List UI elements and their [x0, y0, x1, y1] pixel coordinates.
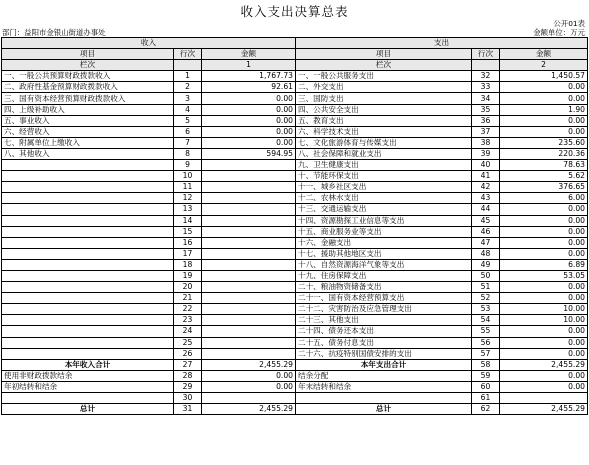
table-row — [2, 270, 588, 281]
income-amount: 1,767.73 — [202, 71, 296, 82]
expense-amount: 0.00 — [500, 226, 588, 237]
expense-item: 十六、金融支出 — [296, 237, 472, 248]
income-item: 五、事业收入 — [2, 115, 174, 126]
expense-grand-total-amount: 2,455.29 — [500, 404, 588, 415]
income-line: 28 — [174, 370, 202, 381]
income-item — [2, 326, 174, 337]
table-row — [2, 393, 588, 404]
income-amount — [202, 315, 296, 326]
expense-line: 52 — [472, 293, 500, 304]
expense-line: 34 — [472, 93, 500, 104]
expense-line: 61 — [472, 393, 500, 404]
expense-item: 十七、援助其他地区支出 — [296, 248, 472, 259]
expense-line: 59 — [472, 370, 500, 381]
expense-item: 三、国防支出 — [296, 93, 472, 104]
income-item — [2, 193, 174, 204]
expense-amount: 6.00 — [500, 193, 588, 204]
expense-line: 36 — [472, 115, 500, 126]
income-line: 18 — [174, 259, 202, 270]
income-line: 24 — [174, 326, 202, 337]
expense-item: 十二、农林水支出 — [296, 193, 472, 204]
expense-line: 48 — [472, 248, 500, 259]
table-row — [2, 226, 588, 237]
income-amount — [202, 304, 296, 315]
expense-amount: 0.00 — [500, 326, 588, 337]
income-line: 20 — [174, 282, 202, 293]
expense-line: 33 — [472, 82, 500, 93]
expense-amount: 10.00 — [500, 315, 588, 326]
income-total-line: 27 — [174, 359, 202, 370]
table-row — [2, 259, 588, 270]
income-col-index: 1 — [202, 60, 296, 71]
expense-amount-header: 金额 — [500, 49, 588, 60]
expense-item: 二十三、其他支出 — [296, 315, 472, 326]
income-item — [2, 171, 174, 182]
expense-item: 十四、资源勘探工业信息等支出 — [296, 215, 472, 226]
expense-item: 六、科学技术支出 — [296, 126, 472, 137]
table-row — [2, 160, 588, 171]
income-amount: 0.00 — [202, 370, 296, 381]
income-amount: 0.00 — [202, 137, 296, 148]
expense-amount: 0.00 — [500, 248, 588, 259]
income-amount — [202, 237, 296, 248]
income-item: 六、经营收入 — [2, 126, 174, 137]
table-row — [2, 237, 588, 248]
income-item: 三、国有资本经营预算财政拨款收入 — [2, 93, 174, 104]
expense-amount: 6.89 — [500, 259, 588, 270]
income-amount: 594.95 — [202, 148, 296, 159]
income-line: 25 — [174, 337, 202, 348]
expense-item: 结余分配 — [296, 370, 472, 381]
income-amount: 0.00 — [202, 381, 296, 392]
expense-item: 五、教育支出 — [296, 115, 472, 126]
expense-item: 十九、住房保障支出 — [296, 270, 472, 281]
expense-line: 38 — [472, 137, 500, 148]
table-row — [2, 204, 588, 215]
expense-item: 二十五、债务付息支出 — [296, 337, 472, 348]
expense-item: 四、公共安全支出 — [296, 104, 472, 115]
expense-amount: 5.62 — [500, 171, 588, 182]
table-row — [2, 82, 588, 93]
expense-amount: 0.00 — [500, 282, 588, 293]
expense-line: 32 — [472, 71, 500, 82]
income-item: 八、其他收入 — [2, 148, 174, 159]
income-line: 5 — [174, 115, 202, 126]
expense-item: 一、一般公共服务支出 — [296, 71, 472, 82]
expense-line: 57 — [472, 348, 500, 359]
income-amount-header: 金额 — [202, 49, 296, 60]
income-item — [2, 304, 174, 315]
income-line: 11 — [174, 182, 202, 193]
expense-item: 七、文化旅游体育与传媒支出 — [296, 137, 472, 148]
income-line: 7 — [174, 137, 202, 148]
income-line: 3 — [174, 93, 202, 104]
income-item: 七、附属单位上缴收入 — [2, 137, 174, 148]
income-total-label: 本年收入合计 — [2, 359, 174, 370]
income-item-header: 项目 — [2, 49, 174, 60]
expense-amount: 0.00 — [500, 126, 588, 137]
expense-item: 十一、城乡社区支出 — [296, 182, 472, 193]
expense-col-index: 2 — [500, 60, 588, 71]
income-line: 26 — [174, 348, 202, 359]
table-row — [2, 104, 588, 115]
table-row — [2, 126, 588, 137]
income-line: 19 — [174, 270, 202, 281]
income-line: 15 — [174, 226, 202, 237]
expense-item: 十八、自然资源海洋气象等支出 — [296, 259, 472, 270]
income-grand-total-label: 总计 — [2, 404, 174, 415]
expense-item-header: 项目 — [296, 49, 472, 60]
table-row — [2, 381, 588, 392]
income-line: 4 — [174, 104, 202, 115]
income-amount — [202, 226, 296, 237]
expense-section-header: 支出 — [296, 38, 588, 49]
table-row — [2, 215, 588, 226]
income-line: 10 — [174, 171, 202, 182]
expense-line: 43 — [472, 193, 500, 204]
table-row — [2, 171, 588, 182]
income-expense-table — [1, 37, 588, 415]
table-row — [2, 282, 588, 293]
expense-amount: 78.63 — [500, 160, 588, 171]
income-grand-total-amount: 2,455.29 — [202, 404, 296, 415]
income-amount — [202, 204, 296, 215]
income-amount — [202, 270, 296, 281]
table-row — [2, 348, 588, 359]
expense-line: 37 — [472, 126, 500, 137]
income-item: 使用非财政拨款结余 — [2, 370, 174, 381]
table-row — [2, 137, 588, 148]
income-amount — [202, 326, 296, 337]
expense-item: 二十四、债务还本支出 — [296, 326, 472, 337]
income-line: 16 — [174, 237, 202, 248]
table-row — [2, 315, 588, 326]
income-line: 6 — [174, 126, 202, 137]
income-amount — [202, 348, 296, 359]
expense-amount: 220.36 — [500, 148, 588, 159]
expense-amount: 376.65 — [500, 182, 588, 193]
expense-amount: 0.00 — [500, 115, 588, 126]
income-item — [2, 160, 174, 171]
table-row — [2, 326, 588, 337]
expense-item: 十、节能环保支出 — [296, 171, 472, 182]
expense-amount: 0.00 — [500, 93, 588, 104]
expense-amount: 0.00 — [500, 215, 588, 226]
expense-item: 十五、商业服务业等支出 — [296, 226, 472, 237]
income-amount — [202, 215, 296, 226]
table-row — [2, 93, 588, 104]
income-item — [2, 237, 174, 248]
table-row — [2, 148, 588, 159]
expense-amount: 0.00 — [500, 293, 588, 304]
expense-grand-total-label: 总计 — [296, 404, 472, 415]
expense-line: 41 — [472, 171, 500, 182]
expense-line: 40 — [472, 160, 500, 171]
expense-line: 42 — [472, 182, 500, 193]
expense-line: 53 — [472, 304, 500, 315]
table-row — [2, 71, 588, 82]
expense-item: 八、社会保障和就业支出 — [296, 148, 472, 159]
income-item — [2, 259, 174, 270]
expense-col-label: 栏次 — [296, 60, 472, 71]
income-amount — [202, 160, 296, 171]
expense-line: 49 — [472, 259, 500, 270]
income-item — [2, 182, 174, 193]
income-amount — [202, 182, 296, 193]
expense-line: 44 — [472, 204, 500, 215]
column-header-row — [2, 49, 588, 60]
income-item — [2, 315, 174, 326]
income-amount — [202, 337, 296, 348]
expense-item: 十三、交通运输支出 — [296, 204, 472, 215]
expense-grand-total-line: 62 — [472, 404, 500, 415]
expense-line: 47 — [472, 237, 500, 248]
income-amount — [202, 293, 296, 304]
income-item: 二、政府性基金预算财政拨款收入 — [2, 82, 174, 93]
income-line: 29 — [174, 381, 202, 392]
income-line: 8 — [174, 148, 202, 159]
income-line: 30 — [174, 393, 202, 404]
income-item: 年初结转和结余 — [2, 381, 174, 392]
expense-line: 35 — [472, 104, 500, 115]
income-item — [2, 226, 174, 237]
income-amount — [202, 248, 296, 259]
income-col-label: 栏次 — [2, 60, 174, 71]
income-line: 22 — [174, 304, 202, 315]
income-line: 17 — [174, 248, 202, 259]
income-line: 1 — [174, 71, 202, 82]
expense-item: 二十一、国有资本经营预算支出 — [296, 293, 472, 304]
income-amount — [202, 171, 296, 182]
expense-item: 九、卫生健康支出 — [296, 160, 472, 171]
table-row — [2, 370, 588, 381]
table-row — [2, 182, 588, 193]
income-item — [2, 204, 174, 215]
income-item — [2, 348, 174, 359]
income-grand-total-line: 31 — [174, 404, 202, 415]
expense-amount: 1.90 — [500, 104, 588, 115]
table-row — [2, 293, 588, 304]
income-line: 12 — [174, 193, 202, 204]
income-line: 9 — [174, 160, 202, 171]
expense-total-line: 58 — [472, 359, 500, 370]
income-line: 23 — [174, 315, 202, 326]
expense-amount: 0.00 — [500, 237, 588, 248]
income-item — [2, 293, 174, 304]
expense-amount: 53.05 — [500, 270, 588, 281]
income-line: 2 — [174, 82, 202, 93]
section-header-row — [2, 38, 588, 49]
expense-amount: 0.00 — [500, 348, 588, 359]
income-item: 一、一般公共预算财政拨款收入 — [2, 71, 174, 82]
expense-line-header: 行次 — [472, 49, 500, 60]
form-number: 公开01表 — [553, 19, 585, 28]
income-amount — [202, 282, 296, 293]
income-amount: 92.61 — [202, 82, 296, 93]
expense-amount: 10.00 — [500, 304, 588, 315]
table-row — [2, 248, 588, 259]
expense-item: 二、外交支出 — [296, 82, 472, 93]
expense-line: 39 — [472, 148, 500, 159]
income-line: 13 — [174, 204, 202, 215]
income-amount: 0.00 — [202, 93, 296, 104]
income-line: 21 — [174, 293, 202, 304]
income-section-header: 收入 — [2, 38, 296, 49]
income-amount — [202, 259, 296, 270]
expense-line: 45 — [472, 215, 500, 226]
report-title: 收入支出决算总表 — [240, 4, 349, 19]
income-line: 14 — [174, 215, 202, 226]
income-item — [2, 270, 174, 281]
expense-total-amount: 2,455.29 — [500, 359, 588, 370]
expense-item: 二十二、灾害防治及应急管理支出 — [296, 304, 472, 315]
table-row — [2, 115, 588, 126]
amount-unit-label: 金额单位：万元 — [533, 28, 585, 37]
grand-total-row — [2, 404, 588, 415]
expense-item: 二十、粮油物资储备支出 — [296, 282, 472, 293]
expense-line: 54 — [472, 315, 500, 326]
expense-line: 56 — [472, 337, 500, 348]
income-total-amount: 2,455.29 — [202, 359, 296, 370]
income-item — [2, 337, 174, 348]
department-label: 部门：益阳市金银山街道办事处 — [2, 28, 106, 37]
expense-total-label: 本年支出合计 — [296, 359, 472, 370]
expense-line: 60 — [472, 381, 500, 392]
expense-amount: 0.00 — [500, 381, 588, 392]
table-row — [2, 304, 588, 315]
expense-amount: 0.00 — [500, 370, 588, 381]
expense-amount: 0.00 — [500, 337, 588, 348]
income-amount: 0.00 — [202, 115, 296, 126]
expense-item: 二十六、抗疫特别国债安排的支出 — [296, 348, 472, 359]
income-amount — [202, 193, 296, 204]
income-item — [2, 282, 174, 293]
expense-item: 年末结转和结余 — [296, 381, 472, 392]
column-index-row — [2, 60, 588, 71]
table-row — [2, 337, 588, 348]
expense-line: 50 — [472, 270, 500, 281]
expense-amount: 0.00 — [500, 82, 588, 93]
expense-line: 55 — [472, 326, 500, 337]
expense-amount: 1,450.57 — [500, 71, 588, 82]
expense-amount: 235.60 — [500, 137, 588, 148]
income-item — [2, 248, 174, 259]
table-row — [2, 193, 588, 204]
income-amount: 0.00 — [202, 104, 296, 115]
annual-total-row — [2, 359, 588, 370]
income-line-header: 行次 — [174, 49, 202, 60]
income-item — [2, 215, 174, 226]
income-item: 四、上级补助收入 — [2, 104, 174, 115]
expense-line: 46 — [472, 226, 500, 237]
income-amount: 0.00 — [202, 126, 296, 137]
expense-line: 51 — [472, 282, 500, 293]
expense-amount: 0.00 — [500, 204, 588, 215]
